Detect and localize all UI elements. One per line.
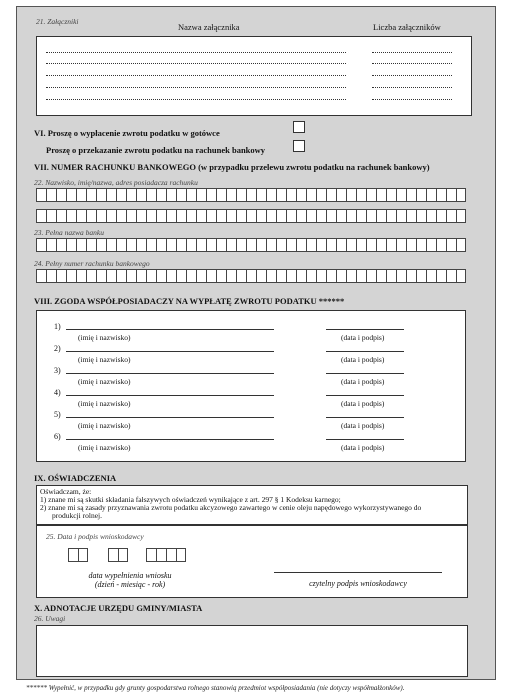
input-cell[interactable] <box>76 209 86 223</box>
input-cell[interactable] <box>196 269 206 283</box>
input-cell[interactable] <box>236 188 246 202</box>
input-cell[interactable] <box>86 269 96 283</box>
consent-row-number: 4) <box>54 388 61 397</box>
attachments-label: 21. Załączniki <box>36 17 79 26</box>
input-cell[interactable] <box>226 209 236 223</box>
input-cell[interactable] <box>68 548 78 562</box>
input-cell[interactable] <box>276 209 286 223</box>
input-cell[interactable] <box>426 188 436 202</box>
input-cell[interactable] <box>206 238 216 252</box>
input-cell[interactable] <box>426 209 436 223</box>
input-cell[interactable] <box>166 548 176 562</box>
input-cell[interactable] <box>336 269 346 283</box>
input-cell[interactable] <box>386 238 396 252</box>
date-caption <box>70 571 190 589</box>
input-cell[interactable] <box>108 548 118 562</box>
date-caption-line1: data wypełnienia wniosku <box>88 571 172 580</box>
input-cell[interactable] <box>226 188 236 202</box>
input-cell[interactable] <box>416 188 426 202</box>
input-cell[interactable] <box>106 209 116 223</box>
input-cell[interactable] <box>246 209 256 223</box>
input-cell[interactable] <box>376 188 386 202</box>
attachment-name-line[interactable] <box>46 52 346 53</box>
input-cell[interactable] <box>86 209 96 223</box>
consent-date-caption: (data i podpis) <box>341 421 385 430</box>
input-cell[interactable] <box>396 238 406 252</box>
attachment-count-line[interactable] <box>372 75 452 76</box>
input-cell[interactable] <box>36 269 46 283</box>
input-cell[interactable] <box>366 269 376 283</box>
consent-date-caption: (data i podpis) <box>341 443 385 452</box>
attachment-name-line[interactable] <box>46 75 346 76</box>
consent-name-line[interactable] <box>66 417 274 418</box>
input-cell[interactable] <box>176 188 186 202</box>
input-cell[interactable] <box>236 209 246 223</box>
input-cell[interactable] <box>176 238 186 252</box>
consent-date-line[interactable] <box>326 351 404 352</box>
account-holder-cells-row1[interactable] <box>36 188 466 202</box>
input-cell[interactable] <box>166 209 176 223</box>
input-cell[interactable] <box>96 269 106 283</box>
bank-refund-checkbox[interactable] <box>293 140 305 152</box>
account-holder-label: 22. Nazwisko, imię/nazwa, adres posiadacza rachunku <box>34 178 198 187</box>
consent-date-line[interactable] <box>326 395 404 396</box>
input-cell[interactable] <box>146 188 156 202</box>
date-day-cells[interactable] <box>68 548 88 562</box>
input-cell[interactable] <box>186 209 196 223</box>
input-cell[interactable] <box>316 209 326 223</box>
consent-row-number: 1) <box>54 322 61 331</box>
input-cell[interactable] <box>36 209 46 223</box>
input-cell[interactable] <box>116 269 126 283</box>
account-number-label: 24. Pełny numer rachunku bankowego <box>34 259 150 268</box>
attachment-name-line[interactable] <box>46 99 346 100</box>
municipality-notes-title: X. ADNOTACJE URZĘDU GMINY/MIASTA <box>34 603 203 613</box>
consent-name-caption: (imię i nazwisko) <box>78 399 131 408</box>
input-cell[interactable] <box>436 209 446 223</box>
input-cell[interactable] <box>376 238 386 252</box>
input-cell[interactable] <box>446 269 456 283</box>
consent-date-caption: (data i podpis) <box>341 377 385 386</box>
input-cell[interactable] <box>246 238 256 252</box>
input-cell[interactable] <box>336 188 346 202</box>
input-cell[interactable] <box>46 269 56 283</box>
input-cell[interactable] <box>376 209 386 223</box>
input-cell[interactable] <box>306 238 316 252</box>
input-cell[interactable] <box>386 269 396 283</box>
input-cell[interactable] <box>56 238 66 252</box>
consent-name-caption: (imię i nazwisko) <box>78 333 131 342</box>
input-cell[interactable] <box>146 269 156 283</box>
input-cell[interactable] <box>266 209 276 223</box>
input-cell[interactable] <box>336 209 346 223</box>
attachment-name-header: Nazwa załącznika <box>178 22 240 32</box>
input-cell[interactable] <box>376 269 386 283</box>
account-holder-cells-row2[interactable] <box>36 209 466 223</box>
input-cell[interactable] <box>146 209 156 223</box>
input-cell[interactable] <box>306 188 316 202</box>
input-cell[interactable] <box>156 238 166 252</box>
consent-name-caption: (imię i nazwisko) <box>78 355 131 364</box>
input-cell[interactable] <box>396 209 406 223</box>
remarks-box[interactable] <box>36 625 468 677</box>
input-cell[interactable] <box>386 209 396 223</box>
input-cell[interactable] <box>356 209 366 223</box>
input-cell[interactable] <box>456 238 466 252</box>
attachment-count-line[interactable] <box>372 63 452 64</box>
input-cell[interactable] <box>296 188 306 202</box>
cash-refund-checkbox[interactable] <box>293 121 305 133</box>
input-cell[interactable] <box>256 269 266 283</box>
bank-account-section-title: VII. NUMER RACHUNKU BANKOWEGO (w przypadku przelewu zwrotu podatku na rachunek bankowy) <box>34 162 430 172</box>
attachment-count-line[interactable] <box>372 87 452 88</box>
input-cell[interactable] <box>316 238 326 252</box>
input-cell[interactable] <box>346 209 356 223</box>
input-cell[interactable] <box>116 188 126 202</box>
input-cell[interactable] <box>356 188 366 202</box>
attachment-name-line[interactable] <box>46 87 346 88</box>
input-cell[interactable] <box>286 269 296 283</box>
cash-refund-label: VI. Proszę o wypłacenie zwrotu podatku w gotówce <box>34 128 220 138</box>
input-cell[interactable] <box>56 269 66 283</box>
input-cell[interactable] <box>366 188 376 202</box>
input-cell[interactable] <box>136 238 146 252</box>
input-cell[interactable] <box>456 209 466 223</box>
input-cell[interactable] <box>196 238 206 252</box>
consent-row-number: 5) <box>54 410 61 419</box>
consent-row-number: 2) <box>54 344 61 353</box>
input-cell[interactable] <box>166 238 176 252</box>
input-cell[interactable] <box>276 188 286 202</box>
input-cell[interactable] <box>106 269 116 283</box>
input-cell[interactable] <box>186 238 196 252</box>
input-cell[interactable] <box>416 269 426 283</box>
input-cell[interactable] <box>326 209 336 223</box>
attachment-count-header: Liczba załączników <box>373 22 441 32</box>
input-cell[interactable] <box>386 188 396 202</box>
date-caption-line2: (dzień - miesiąc - rok) <box>94 580 166 589</box>
input-cell[interactable] <box>176 209 186 223</box>
date-signature-label: 25. Data i podpis wnioskodawcy <box>46 532 144 541</box>
input-cell[interactable] <box>136 209 146 223</box>
footnote: ****** Wypełnić, w przypadku gdy grunty gospodarstwa rolnego stanowią przedmiot współposiadania (nie dotyczy współmałżonków). <box>26 684 405 692</box>
input-cell[interactable] <box>366 238 376 252</box>
input-cell[interactable] <box>316 269 326 283</box>
input-cell[interactable] <box>136 269 146 283</box>
input-cell[interactable] <box>246 269 256 283</box>
input-cell[interactable] <box>46 238 56 252</box>
input-cell[interactable] <box>86 188 96 202</box>
input-cell[interactable] <box>286 238 296 252</box>
input-cell[interactable] <box>186 188 196 202</box>
input-cell[interactable] <box>146 548 156 562</box>
input-cell[interactable] <box>206 209 216 223</box>
input-cell[interactable] <box>186 269 196 283</box>
input-cell[interactable] <box>306 209 316 223</box>
input-cell[interactable] <box>96 188 106 202</box>
input-cell[interactable] <box>46 209 56 223</box>
input-cell[interactable] <box>36 238 46 252</box>
remarks-label: 26. Uwagi <box>34 614 66 623</box>
input-cell[interactable] <box>246 188 256 202</box>
consent-date-line[interactable] <box>326 417 404 418</box>
input-cell[interactable] <box>286 188 296 202</box>
signature-caption: czytelny podpis wnioskodawcy <box>309 579 407 588</box>
date-year-cells[interactable] <box>146 548 186 562</box>
input-cell[interactable] <box>76 188 86 202</box>
input-cell[interactable] <box>326 238 336 252</box>
declaration-item-2a: 2) znane mi są zasady przyznawania zwrotu podatku akcyzowego zawartego w cenie oleju napędowego wykorzystywanego do <box>40 503 422 512</box>
input-cell[interactable] <box>326 269 336 283</box>
input-cell[interactable] <box>336 238 346 252</box>
signature-line[interactable] <box>274 572 442 573</box>
input-cell[interactable] <box>66 238 76 252</box>
input-cell[interactable] <box>176 548 186 562</box>
input-cell[interactable] <box>326 188 336 202</box>
input-cell[interactable] <box>96 238 106 252</box>
input-cell[interactable] <box>216 238 226 252</box>
input-cell[interactable] <box>406 269 416 283</box>
input-cell[interactable] <box>366 209 376 223</box>
input-cell[interactable] <box>206 188 216 202</box>
input-cell[interactable] <box>86 238 96 252</box>
input-cell[interactable] <box>66 188 76 202</box>
input-cell[interactable] <box>126 188 136 202</box>
input-cell[interactable] <box>456 269 466 283</box>
input-cell[interactable] <box>426 269 436 283</box>
consent-row-number: 3) <box>54 366 61 375</box>
input-cell[interactable] <box>236 238 246 252</box>
input-cell[interactable] <box>66 269 76 283</box>
input-cell[interactable] <box>236 269 246 283</box>
input-cell[interactable] <box>426 238 436 252</box>
input-cell[interactable] <box>256 209 266 223</box>
consent-date-line[interactable] <box>326 439 404 440</box>
consent-name-line[interactable] <box>66 329 274 330</box>
coowners-consent-title: VIII. ZGODA WSPÓŁPOSIADACZY NA WYPŁATĘ ZWROTU PODATKU ****** <box>34 296 345 306</box>
input-cell[interactable] <box>266 269 276 283</box>
input-cell[interactable] <box>296 269 306 283</box>
input-cell[interactable] <box>396 188 406 202</box>
input-cell[interactable] <box>106 188 116 202</box>
consent-name-caption: (imię i nazwisko) <box>78 377 131 386</box>
input-cell[interactable] <box>276 269 286 283</box>
input-cell[interactable] <box>296 209 306 223</box>
input-cell[interactable] <box>166 269 176 283</box>
input-cell[interactable] <box>446 188 456 202</box>
input-cell[interactable] <box>96 209 106 223</box>
bank-name-label: 23. Pełna nazwa banku <box>34 228 104 237</box>
input-cell[interactable] <box>226 269 236 283</box>
consent-date-caption: (data i podpis) <box>341 399 385 408</box>
input-cell[interactable] <box>78 548 88 562</box>
input-cell[interactable] <box>126 238 136 252</box>
input-cell[interactable] <box>416 209 426 223</box>
input-cell[interactable] <box>226 238 236 252</box>
declarations-title: IX. OŚWIADCZENIA <box>34 473 117 483</box>
input-cell[interactable] <box>416 238 426 252</box>
input-cell[interactable] <box>216 188 226 202</box>
consent-name-line[interactable] <box>66 373 274 374</box>
attachment-count-line[interactable] <box>372 52 452 53</box>
input-cell[interactable] <box>176 269 186 283</box>
input-cell[interactable] <box>306 269 316 283</box>
input-cell[interactable] <box>206 269 216 283</box>
consent-name-line[interactable] <box>66 351 274 352</box>
consent-date-line[interactable] <box>326 373 404 374</box>
input-cell[interactable] <box>346 188 356 202</box>
input-cell[interactable] <box>156 209 166 223</box>
input-cell[interactable] <box>256 188 266 202</box>
input-cell[interactable] <box>286 209 296 223</box>
input-cell[interactable] <box>196 209 206 223</box>
bank-refund-label: Proszę o przekazanie zwrotu podatku na rachunek bankowy <box>46 145 266 155</box>
input-cell[interactable] <box>406 209 416 223</box>
input-cell[interactable] <box>156 188 166 202</box>
input-cell[interactable] <box>126 269 136 283</box>
consent-name-caption: (imię i nazwisko) <box>78 443 131 452</box>
input-cell[interactable] <box>266 188 276 202</box>
consent-name-line[interactable] <box>66 439 274 440</box>
consent-name-caption: (imię i nazwisko) <box>78 421 131 430</box>
input-cell[interactable] <box>436 269 446 283</box>
attachments-box <box>36 36 472 116</box>
input-cell[interactable] <box>346 269 356 283</box>
declaration-item-2b: produkcji rolnej. <box>52 511 102 520</box>
consent-date-line[interactable] <box>326 329 404 330</box>
input-cell[interactable] <box>46 188 56 202</box>
input-cell[interactable] <box>316 188 326 202</box>
input-cell[interactable] <box>56 209 66 223</box>
input-cell[interactable] <box>456 188 466 202</box>
declaration-item-1: 1) znane mi są skutki składania fałszywych oświadczeń wynikające z art. 297 § 1 Kodeksu karnego; <box>40 495 341 504</box>
input-cell[interactable] <box>36 188 46 202</box>
input-cell[interactable] <box>406 188 416 202</box>
input-cell[interactable] <box>356 269 366 283</box>
input-cell[interactable] <box>266 238 276 252</box>
input-cell[interactable] <box>76 269 86 283</box>
input-cell[interactable] <box>216 269 226 283</box>
input-cell[interactable] <box>146 238 156 252</box>
consent-name-line[interactable] <box>66 395 274 396</box>
input-cell[interactable] <box>446 209 456 223</box>
input-cell[interactable] <box>406 238 416 252</box>
attachment-count-line[interactable] <box>372 99 452 100</box>
input-cell[interactable] <box>106 238 116 252</box>
account-number-cells[interactable] <box>36 269 466 283</box>
input-cell[interactable] <box>116 209 126 223</box>
input-cell[interactable] <box>156 548 166 562</box>
input-cell[interactable] <box>56 188 66 202</box>
input-cell[interactable] <box>256 238 266 252</box>
consent-date-caption: (data i podpis) <box>341 355 385 364</box>
input-cell[interactable] <box>126 209 136 223</box>
input-cell[interactable] <box>156 269 166 283</box>
input-cell[interactable] <box>436 188 446 202</box>
bank-name-cells[interactable] <box>36 238 466 252</box>
declaration-intro: Oświadczam, że: <box>40 487 92 496</box>
input-cell[interactable] <box>436 238 446 252</box>
input-cell[interactable] <box>216 209 226 223</box>
input-cell[interactable] <box>396 269 406 283</box>
input-cell[interactable] <box>196 188 206 202</box>
input-cell[interactable] <box>296 238 306 252</box>
input-cell[interactable] <box>116 238 126 252</box>
input-cell[interactable] <box>136 188 146 202</box>
consent-date-caption: (data i podpis) <box>341 333 385 342</box>
input-cell[interactable] <box>446 238 456 252</box>
input-cell[interactable] <box>118 548 128 562</box>
input-cell[interactable] <box>356 238 366 252</box>
attachment-name-line[interactable] <box>46 63 346 64</box>
date-month-cells[interactable] <box>108 548 128 562</box>
input-cell[interactable] <box>66 209 76 223</box>
input-cell[interactable] <box>276 238 286 252</box>
input-cell[interactable] <box>346 238 356 252</box>
input-cell[interactable] <box>166 188 176 202</box>
consent-row-number: 6) <box>54 432 61 441</box>
input-cell[interactable] <box>76 238 86 252</box>
